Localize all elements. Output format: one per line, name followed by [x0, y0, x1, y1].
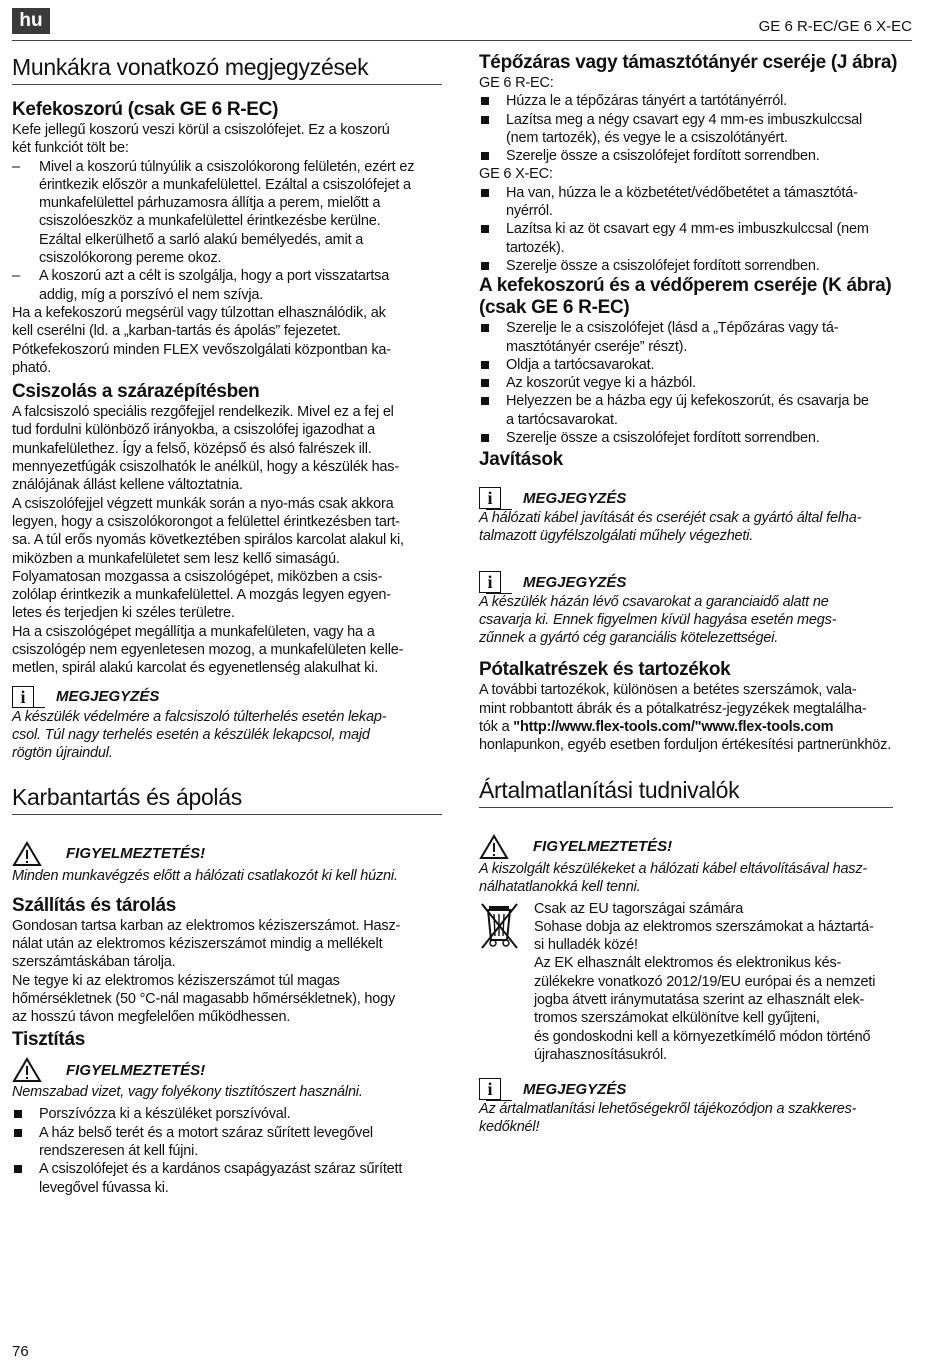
x-steps-list	[479, 184, 915, 275]
overload-note: A készülék védelmére a falcsiszoló túlterhelés esetén lekap- csol. Túl nagy terhelés esetén a készülék lekapcsol, majd rögtön újraindul.	[12, 708, 387, 761]
cable-repair-note: A hálózati kábel javítását és cseréjét csak a gyártó által felha- talmazott ügyfélszolgálati műhely végezheti.	[479, 510, 862, 545]
list-item: Húzza le a tépőzáras tányért a tartótányérról.	[479, 92, 915, 110]
work-notes-title: Munkákra vonatkozó megjegyzések	[12, 54, 442, 85]
no-water-warning: Nemszabad vizet, vagy folyékony tisztítószert használni.	[12, 1084, 363, 1101]
list-item: A ház belső terét és a motort száraz sűrített levegővel rendszeresen át kell fújni.	[12, 1124, 442, 1161]
drywall-paragraph-2: A csiszolófejjel végzett munkák során a nyo-más csak akkora legyen, hogy a csiszolókorongot a felülettel érintkezésben tart- sa. A túl erős nyomás következtében spirálos karcolat alakul ki, miközben a munkafelületet sem lesz kellő simaságú.	[12, 495, 404, 567]
info-icon: i	[479, 487, 501, 509]
note-header	[479, 571, 915, 593]
list-item: Lazítsa meg a négy csavart egy 4 mm-es imbuszkulccsal (nem tartozék), és vegye le a csiszolótányért.	[479, 111, 915, 148]
eu-only-label: Csak az EU tagországai számára	[534, 900, 744, 917]
info-icon: i	[479, 1078, 501, 1100]
note-title: MEGJEGYZÉS	[56, 688, 160, 706]
warning-triangle-icon	[12, 841, 42, 867]
list-item: Helyezzen be a házba egy új kefekoszorút, és csavarja be a tartócsavarokat.	[479, 392, 915, 429]
list-item: Szerelje le a csiszolófejet (lásd a „Tépőzáras vagy tá- masztótányér cseréje” részt).	[479, 319, 915, 356]
note-title: MEGJEGYZÉS	[523, 573, 627, 591]
warning-header	[12, 1057, 442, 1083]
warning-triangle-icon	[479, 834, 509, 860]
note-header	[479, 1078, 915, 1100]
disposal-title: Ártalmatlanítási tudnivalók	[479, 777, 893, 808]
list-item: Szerelje össze a csiszolófejet fordított sorrendben.	[479, 147, 915, 165]
r-model-label: GE 6 R-EC:	[479, 75, 554, 91]
eu-disposal-block	[479, 900, 915, 1065]
list-item: Ha van, húzza le a közbetétet/védőbetétet a támasztótá- nyérról.	[479, 184, 915, 221]
maintenance-title: Karbantartás és ápolás	[12, 784, 442, 815]
warning-triangle-icon	[12, 1057, 42, 1083]
list-item: Szerelje össze a csiszolófejet fordított sorrendben.	[479, 429, 915, 447]
drywall-paragraph-3: Folyamatosan mozgassa a csiszológépet, miközben a csis- zolólap érintkezik a munkafelülettel. A mozgás legyen egyen- letes és terjedjen ki széles területre.	[12, 568, 391, 622]
note-title: MEGJEGYZÉS	[523, 1080, 627, 1098]
cleaning-heading: Tisztítás	[12, 1029, 85, 1051]
brush-ring-heading: Kefekoszorú (csak GE 6 R-EC)	[12, 99, 279, 120]
eu-paragraph-2: Az EK elhasznált elektromos és elektronikus kés- zülékekre vonatkozó 2012/19/EU európai és a nemzeti jogba átvett iránymutatása szerint az elhasznált elek- tromos szerszámokat elkülönítve kell gyűjteni, és gondoskodni kell a környezetkímélő módon történő újrahasznosításukról.	[534, 955, 876, 1063]
transport-paragraph-2: Ne tegye ki az elektromos kéziszerszámot túl magas hőmérsékletnek (50 °C-nál magasabb hőmérsékletnek), hogy az hosszú távon megfelelően működhessen.	[12, 972, 396, 1026]
disposal-note: Az ártalmatlanítási lehetőségekről tájékozódjon a szakkeres- kedőknél!	[479, 1101, 857, 1136]
warning-title: FIGYELMEZTETÉS!	[66, 1061, 206, 1079]
left-column	[12, 46, 442, 1197]
warning-title: FIGYELMEZTETÉS!	[533, 838, 673, 856]
crossed-bin-icon	[479, 900, 523, 956]
note-header	[12, 686, 442, 708]
cleaning-list	[12, 1105, 442, 1196]
disposal-warning: A kiszolgált készülékeket a hálózati kábel eltávolításával hasz- nálhatatlanokká kell tenni.	[479, 860, 868, 895]
brush-functions-list	[12, 158, 442, 304]
note-header	[479, 487, 915, 509]
warranty-note: A készülék házán lévő csavarokat a garanciaidő alatt ne csavarja ki. Ennek figyelmen kívül hagyása esetén megs- zűnnek a gyártó cég garanciális kötelezettségei.	[479, 594, 837, 647]
drywall-paragraph-1: A falcsiszoló speciális rezgőfejjel rendelkezik. Mivel ez a fej el tud fordulni különböző irányokba, a csiszolófej igazodhat a munkafelülethez. Így a felső, középső és alsó falrészek ill. mennyezetfúgák csiszolhatók le anélkül, hogy a készülék has- ználójának állást kellene változtatnia.	[12, 404, 399, 494]
model-reference: GE 6 R-EC/GE 6 X-EC	[758, 18, 912, 35]
x-model-label: GE 6 X-EC:	[479, 166, 553, 183]
brush-intro: Kefe jellegű koszorú veszi körül a csiszolófejet. Ez a koszorú két funkciót tölt be:	[12, 122, 390, 157]
spare-parts-heading: Pótalkatrészek és tartozékok	[479, 659, 731, 681]
list-item: – Mivel a koszorú túlnyúlik a csiszolókorong felületén, ezért ez érintkezik először a munkafelülettel. Ezáltal a csiszolófejet a munkafelülettel párhuzamosra állítja a perem, mielőtt a csiszolóeszköz a munkafelülettel érintkezésbe kerülne. Ezáltal elkerülhető a sarló alakú bemélyedés, amit a csiszolókorong pereme okoz.	[12, 158, 442, 268]
transport-paragraph-1: Gondosan tartsa karban az elektromos kéziszerszámot. Hasz- nálat után az elektromos kéziszerszámot mindig a mellékelt szerszámtáskában tárolja.	[12, 917, 401, 971]
list-item: A csiszolófejet és a kardános csapágyazást száraz sűrített levegővel fúvassa ki.	[12, 1160, 442, 1197]
list-item: – A koszorú azt a célt is szolgálja, hogy a port visszatartsa addig, míg a porszívó el nem szívja.	[12, 267, 442, 304]
transport-heading: Szállítás és tárolás	[12, 894, 177, 916]
drywall-heading: Csiszolás a szárazépítésben	[12, 381, 260, 403]
r-steps-list	[479, 92, 915, 165]
info-icon: i	[12, 686, 34, 708]
list-item: Porszívózza ki a készüléket porszívóval.	[12, 1105, 442, 1123]
website-link[interactable]: "http://www.flex-tools.com/"www.flex-tools.com	[513, 718, 834, 735]
list-item: Az koszorút vegye ki a házból.	[479, 374, 915, 392]
spare-parts-paragraph: A további tartozékok, különösen a betétes szerszámok, vala- mint robbantott ábrák és a pótalkatrész-jegyzékek megtalálha- tók a "http://www.flex-tools.com/"www.flex-tools.com honlapunkon, egyéb esetben forduljon értékesítési partnerünkhöz.	[479, 682, 892, 754]
warning-title: FIGYELMEZTETÉS!	[66, 845, 206, 863]
list-item: Lazítsa ki az öt csavart egy 4 mm-es imbuszkulccsal (nem tartozék).	[479, 220, 915, 257]
info-icon: i	[479, 571, 501, 593]
drywall-paragraph-4: Ha a csiszológépet megállítja a munkafelületen, vagy ha a csiszológép nem egyenletesen mozog, a munkafelületen kelle- metlen, spirál alakú karcolat és egyenetlenség alakulhat ki.	[12, 623, 404, 677]
language-badge: hu	[12, 8, 50, 34]
unplug-warning: Minden munkavégzés előtt a hálózati csatlakozót ki kell húzni.	[12, 867, 398, 884]
brush-steps-list	[479, 319, 915, 447]
repairs-heading: Javítások	[479, 449, 563, 471]
warning-header	[479, 834, 915, 860]
warning-header	[12, 841, 442, 867]
list-item: Oldja a tartócsavarokat.	[479, 356, 915, 374]
brush-replacement-heading: A kefekoszorú és a védőperem cseréje (K ábra) (csak GE 6 R-EC)	[479, 275, 892, 319]
list-item: Szerelje össze a csiszolófejet fordított sorrendben.	[479, 257, 915, 275]
page-number: 76	[12, 1343, 29, 1360]
pad-replacement-heading: Tépőzáras vagy támasztótányér cseréje (J ábra)	[479, 52, 898, 73]
eu-paragraph-1: Sohase dobja az elektromos szerszámokat a háztartá- si hulladék közé!	[534, 918, 874, 954]
right-column	[479, 46, 915, 1136]
header-rule	[12, 40, 912, 41]
brush-replace-paragraph: Ha a kefekoszorú megsérül vagy túlzottan elhasználódik, ak kell cserélni (ld. a „karban-tartás és ápolás” fejezetet. Pótkefekoszorú minden FLEX vevőszolgálati központban ka- pható.	[12, 304, 391, 376]
note-title: MEGJEGYZÉS	[523, 489, 627, 507]
